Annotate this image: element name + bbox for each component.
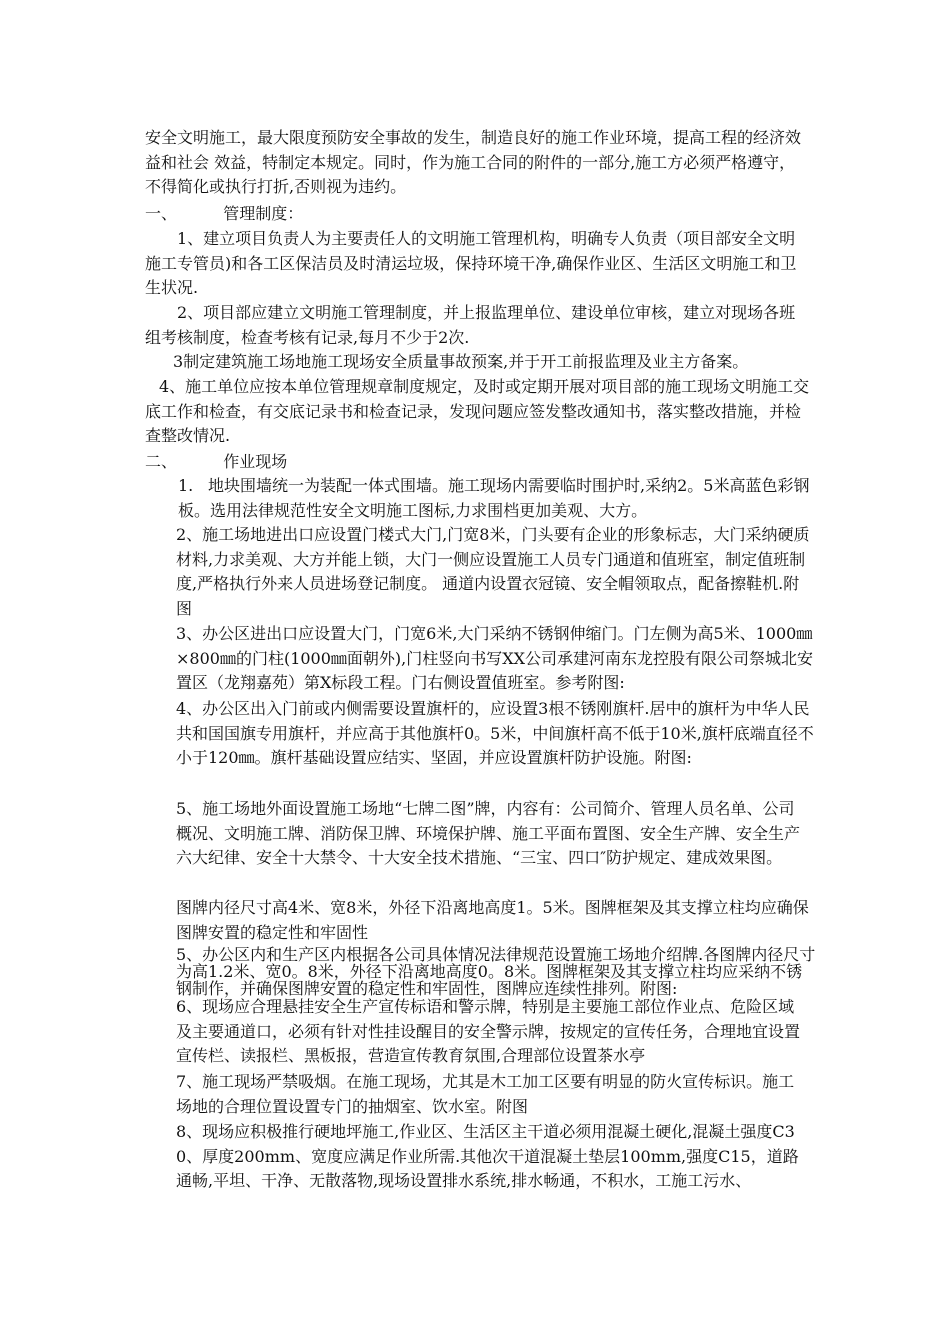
s2-item-5: 5、施工场地外面设置施工场地“七牌二图”牌，内容有：公司简介、管理人员名单、公司概况、文明施工牌、消防保卫牌、环境保护牌、施工平面布置图、安全生产牌、安全生产六大纪律、安全十大禁令、十大安全技术措施、“三宝、四口″防护规定、建成效果图。: [176, 799, 801, 867]
s2-item-6: 6、现场应合理悬挂安全生产宣传标语和警示牌，特别是主要施工部位作业点、危险区域及主要通道口，必须有针对性挂设醒目的安全警示牌，按规定的宣传任务，合理地宜设置宣传栏、读报栏、黑板报，营造宣传教育氛围,合理部位设置茶水亭: [176, 997, 801, 1065]
s2-item-1-text: 地块围墙统一为装配一体式围墙。施工现场内需要临时围护时,采纳2。5米高蓝色彩钢板。选用法律规范性安全文明施工图标,力求围档更加美观、大方。: [178, 476, 810, 520]
s2-item-1: [178, 474, 810, 523]
s2-item-5-sign-size: 图牌内径尺寸高4米、宽8米，外径下沿离地高度1。5米。图牌框架及其支撑立柱均应确保图牌安置的稳定性和牢固性: [176, 898, 809, 942]
s2-item-4: 4、办公区出入门前或内侧需要设置旗杆的，应设置3根不锈刚旗杆.居中的旗杆为中华人民共和国国旗专用旗杆，并应高于其他旗杆0。5米，中间旗杆高不低于10米,旗杆底端直径不小于120㎜。旗杆基础设置应结实、坚固，并应设置旗杆防护设施。附图:: [176, 699, 814, 767]
section-1-number: 一、: [145, 204, 178, 223]
s1-item-3: 3制定建筑施工场地施工现场安全质量事故预案,并于开工前报监理及业主方备案。: [173, 352, 749, 371]
section-2-heading: [145, 450, 810, 475]
s2-item-2: 2、施工场地进出口应设置门楼式大门,门宽8米，门头要有企业的形象标志，大门采纳硬质材料,力求美观、大方并能上锁，大门一侧应设置施工人员专门通道和值班室，制定值班制度,严格执行外来人员进场登记制度。 通道内设置衣冠镜、安全帽领取点，配备擦鞋机.附图: [176, 525, 810, 618]
section-1-heading: [145, 202, 810, 227]
s1-item-2: 2、项目部应建立文明施工管理制度，并上报监理单位、建设单位审核，建立对现场各班组考核制度，检查考核有记录,每月不少于2次.: [145, 303, 796, 347]
section-1-title: 管理制度：: [223, 204, 304, 223]
intro-paragraph: 安全文明施工，最大限度预防安全事故的发生，制造良好的施工作业环境，提高工程的经济效益和社会 效益，特制定本规定。同时，作为施工合同的附件的一部分,施工方必须严格遵守，不得简化或执行打折,否则视为违约。: [145, 128, 802, 196]
s2-item-1-number: 1.: [178, 476, 194, 495]
section-2-number: 二、: [145, 452, 178, 471]
s2-item-8: 8、现场应积极推行硬地坪施工,作业区、生活区主干道必须用混凝土硬化,混凝土强度C30、厚度200mm、宽度应满足作业所需.其他次干道混凝土垫层100mm,强度C15，道路通畅,平坦、干净、无散落物,现场设置排水系统,排水畅通，不积水，工施工污水、: [176, 1122, 799, 1190]
s1-item-4: 4、施工单位应按本单位管理规章制度规定，及时或定期开展对项目部的施工现场文明施工交底工作和检查，有交底记录书和检查记录，发现问题应签发整改通知书，落实整改措施，并检查整改情况.: [145, 377, 810, 445]
s2-item-5-office: 5、办公区内和生产区内根据各公司具体情况法律规范设置施工场地介绍牌.各图牌内径尺寸为高1.2米、宽0。8米，外径下沿离地高度0。8米。图牌框架及其支撑立柱均应采纳不锈钢制作，并确保图牌安置的稳定性和牢固性，图牌应连续性排列。附图:: [176, 945, 816, 998]
s2-item-7: 7、施工现场严禁吸烟。在施工现场，尤其是木工加工区要有明显的防火宣传标识。施工场地的合理位置设置专门的抽烟室、饮水室。附图: [176, 1072, 795, 1116]
section-2-title: 作业现场: [223, 452, 288, 471]
s1-item-1: 1、建立项目负责人为主要责任人的文明施工管理机构，明确专人负责（项目部安全文明施工专管员)和各工区保洁员及时清运垃圾，保持环境干净,确保作业区、生活区文明施工和卫生状况.: [145, 229, 797, 297]
s2-item-3: 3、办公区进出口应设置大门，门宽6米,大门采纳不锈钢伸缩门。门左侧为高5米、1000㎜×800㎜的门柱(1000㎜面朝外),门柱竖向书写XX公司承建河南东龙控股有限公司祭城北安置区（龙翔嘉苑）第X标段工程。门右侧设置值班室。参考附图:: [176, 624, 814, 692]
